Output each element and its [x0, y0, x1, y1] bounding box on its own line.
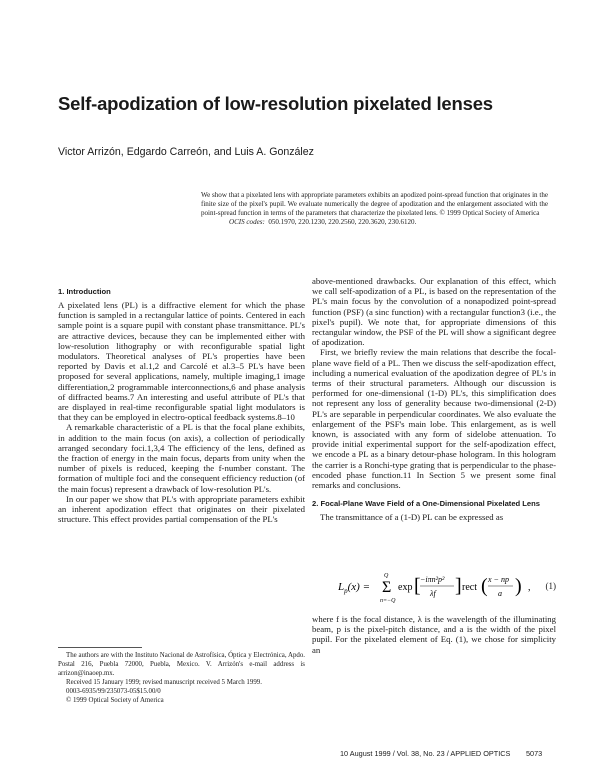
- equation-1: [312, 568, 556, 606]
- eq-paren2-open: (: [481, 575, 488, 597]
- section-heading-focal-plane: 2. Focal-Plane Wave Field of a One-Dimensional Pixelated Lens: [312, 499, 541, 509]
- eq-exp: exp: [398, 582, 413, 593]
- eq-paren-close: ]: [455, 575, 462, 597]
- eq-sum-lower: n=−Q: [380, 598, 396, 604]
- abstract: [201, 191, 548, 228]
- eq-exp-denom: λf: [430, 589, 436, 598]
- eq-sum: Σ: [382, 579, 392, 596]
- journal-citation: 10 August 1999 / Vol. 38, No. 23 / APPLIED OPTICS: [340, 749, 511, 758]
- right-paragraph-3: The transmittance of a (1-D) PL can be expressed as: [320, 512, 504, 523]
- issn-code: 0003-6935/99/235073-05$15.00/0: [66, 687, 161, 695]
- intro-paragraph-2: A remarkable characteristic of a PL is that the focal plane exhibits, in addition to the main focus (on axis), a collection of periodically arranged secondary foci.1,3,4 The efficiency of the lens, defined as the fraction of energy in the main focus, departs from unity when the number of pixels is reduced, keeping the f-number constant. The formation of multiple foci and the consequent efficiency reduction (of the main focus) represent a drawback of low-resolution PL's.: [58, 422, 305, 494]
- right-paragraph-4: where f is the focal distance, λ is the wavelength of the illuminating beam, p is the pixel-pitch distance, and a is the width of the pixel pupil. For the pixelated element of Eq. (1), we chose for simplicity an: [312, 614, 556, 655]
- equation-graphic: [338, 568, 548, 606]
- intro-paragraph-1: A pixelated lens (PL) is a diffractive element for which the phase function is sampled in a rectangular lattice of points. Centered in each sample point is a square pupil with constant phase transmittance. PL's are attractive devices, because they can be implemented either with low-resolution lithography or with reconfigurable spatial light modulators. Theoretical analyses of PL's properties have been reported by Davis et al.1,2 and Carcolé et al.3–5 PL's have been proposed for several applications, namely, multiple imaging,1 image differentiation,2 programmable interconnections,6 and phase analysis of diffracted beams.7 An interesting and useful attribute of PL's that are displayed in real-time reconfigurable spatial light modulators is that they can be employed in electro-optical feedback systems.8–10: [58, 300, 305, 423]
- eq-paren2-close: ): [515, 575, 522, 597]
- eq-rect: rect: [462, 582, 477, 593]
- eq-exp-numer: −iπn²p²: [420, 575, 445, 584]
- right-paragraph-1: above-mentioned drawbacks. Our explanation of this effect, which we call self-apodization of a PL, is based on the representation of the PL's main focus by the convolution of a nonapodized point-spread function (PSF) (a sinc function) with a rectangular function3 (i.e., the pixel's pupil). We note that, for appropriate dimensions of this rectangular window, the PSF of the PL will show a significant degree of apodization.: [312, 276, 556, 348]
- eq-paren-open: [: [414, 575, 421, 597]
- right-paragraph-2: First, we briefly review the main relations that describe the focal-plane wave field of a PL. Then we discuss the self-apodization effect, including a numerical evaluation of the apodization degree of PL's in terms of their structural parameters. Although our discussion is performed for one-dimensional (1-D) PL's, this simplification does not represent any loss of generality because two-dimensional (2-D) PL's are separable in perpendicular coordinates. We also evaluate the enlargement of the PSF's main lobe. This enlargement, as is well known, is associated with any form of sidelobe attenuation. To provide initial experimental support for the self-apodization effect, we encode a PL as a binary detour-phase hologram. In this hologram the carrier is a Ronchi-type grating that is perpendicular to the phase-encoded phase function.11 In Section 5 we present some final remarks and conclusions.: [312, 347, 556, 491]
- eq-lhs: $L_p(x)$ =: [338, 581, 371, 595]
- footnote-divider: [58, 647, 142, 648]
- equation-number: (1): [545, 581, 556, 591]
- ocis-codes: [201, 218, 548, 227]
- ocis-label: OCIS codes:: [229, 218, 265, 227]
- page-number: 5073: [526, 749, 543, 758]
- section-heading-introduction: 1. Introduction: [58, 287, 111, 296]
- author-list: Victor Arrizón, Edgardo Carreón, and Luis A. González: [58, 146, 314, 158]
- copyright-note: © 1999 Optical Society of America: [66, 696, 164, 704]
- right-column: [312, 276, 556, 522]
- eq-rect-numer: x − np: [488, 575, 509, 584]
- author-affiliation: The authors are with the Instituto Nacional de Astrofísica, Óptica y Electrónica, Apdo. Postal 216, Puebla 72000, Puebla, Mexico. V. Arrizón's e-mail address is arrizon@inaoep.mx.: [58, 652, 305, 677]
- eq-comma: ,: [528, 582, 531, 593]
- eq-sum-upper: Q: [384, 573, 389, 579]
- eq-rect-denom: a: [498, 589, 502, 598]
- paper-title: Self-apodization of low-resolution pixelated lenses: [58, 93, 493, 114]
- abstract-text: We show that a pixelated lens with appropriate parameters exhibits an apodized point-spread function that originates in the finite size of the pixel's pupil. We evaluate numerically the degree of apodization and the enlargement associated with the point-spread function in terms of the parameters that characterize the pixelated lens. © 1999 Optical Society of America: [201, 191, 548, 218]
- left-column: [58, 287, 305, 524]
- footnote: [58, 652, 305, 705]
- received-dates: Received 15 January 1999; revised manuscript received 5 March 1999.: [66, 678, 262, 686]
- intro-paragraph-3: In our paper we show that PL's with appropriate parameters exhibit an inherent apodization effect that originates on their pixelated structure. This effect provides partial compensation of the PL's: [58, 493, 305, 525]
- ocis-code-list: 050.1970, 220.1230, 220.2560, 220.3620, 230.6120.: [268, 218, 417, 227]
